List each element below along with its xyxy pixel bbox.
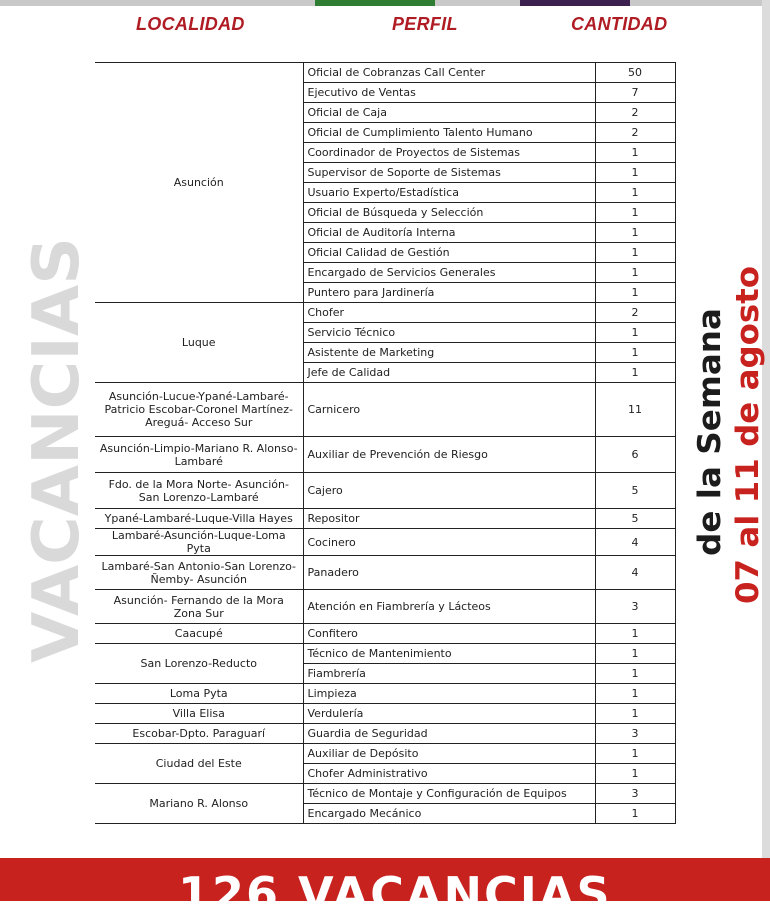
- table-row: [95, 63, 675, 83]
- perfil-cell: Chofer: [303, 303, 595, 323]
- cantidad-cell: 4: [595, 556, 675, 590]
- perfil-cell: Guardia de Seguridad: [303, 724, 595, 744]
- cantidad-cell: 1: [595, 684, 675, 704]
- cantidad-cell: 1: [595, 223, 675, 243]
- table-row: [95, 529, 675, 556]
- perfil-cell: Oficial de Búsqueda y Selección: [303, 203, 595, 223]
- vacancias-watermark: [16, 235, 94, 665]
- vacancias-watermark-text: VACANCIAS: [20, 251, 94, 663]
- localidad-cell: Ciudad del Este: [95, 744, 303, 784]
- cantidad-cell: 1: [595, 704, 675, 724]
- table-row: [95, 704, 675, 724]
- table-row: [95, 684, 675, 704]
- perfil-cell: Asistente de Marketing: [303, 343, 595, 363]
- top-bar: [0, 0, 770, 6]
- cantidad-cell: 1: [595, 644, 675, 664]
- perfil-cell: Verdulería: [303, 704, 595, 724]
- header-perfil: PERFIL: [392, 14, 458, 34]
- perfil-cell: Confitero: [303, 624, 595, 644]
- table-row: [95, 724, 675, 744]
- localidad-cell: Fdo. de la Mora Norte- Asunción-San Lorenzo-Lambaré: [95, 473, 303, 509]
- cantidad-cell: 1: [595, 804, 675, 824]
- cantidad-cell: 1: [595, 143, 675, 163]
- cantidad-cell: 3: [595, 724, 675, 744]
- localidad-cell: Asunción- Fernando de la Mora Zona Sur: [95, 590, 303, 624]
- week-caption: [684, 260, 764, 610]
- cantidad-cell: 1: [595, 363, 675, 383]
- cantidad-cell: 7: [595, 83, 675, 103]
- localidad-cell: Mariano R. Alonso: [95, 784, 303, 824]
- cantidad-cell: 1: [595, 203, 675, 223]
- header-cantidad: CANTIDAD: [571, 14, 668, 34]
- cantidad-cell: 2: [595, 103, 675, 123]
- top-tab-green: [315, 0, 435, 6]
- perfil-cell: Técnico de Mantenimiento: [303, 644, 595, 664]
- table-row: [95, 644, 675, 664]
- localidad-cell: Lambaré-Asunción-Luque-Loma Pyta: [95, 529, 303, 556]
- table-row: [95, 473, 675, 509]
- cantidad-cell: 2: [595, 303, 675, 323]
- cantidad-cell: 3: [595, 590, 675, 624]
- table-row: [95, 437, 675, 473]
- header-localidad: LOCALIDAD: [136, 14, 245, 34]
- localidad-cell: Luque: [95, 303, 303, 383]
- cantidad-cell: 1: [595, 764, 675, 784]
- cantidad-cell: 1: [595, 323, 675, 343]
- cantidad-cell: 1: [595, 744, 675, 764]
- perfil-cell: Supervisor de Soporte de Sistemas: [303, 163, 595, 183]
- table-row: [95, 556, 675, 590]
- table-row: [95, 509, 675, 529]
- localidad-cell: Lambaré-San Antonio-San Lorenzo-Ñemby- Asunción: [95, 556, 303, 590]
- cantidad-cell: 50: [595, 63, 675, 83]
- cantidad-cell: 4: [595, 529, 675, 556]
- table-row: [95, 383, 675, 437]
- perfil-cell: Oficial de Cumplimiento Talento Humano: [303, 123, 595, 143]
- perfil-cell: Auxiliar de Depósito: [303, 744, 595, 764]
- cantidad-cell: 1: [595, 163, 675, 183]
- localidad-cell: Asunción: [95, 63, 303, 303]
- perfil-cell: Ejecutivo de Ventas: [303, 83, 595, 103]
- perfil-cell: Chofer Administrativo: [303, 764, 595, 784]
- footer-banner: [0, 858, 770, 921]
- localidad-cell: Villa Elisa: [95, 704, 303, 724]
- top-tab-purple: [520, 0, 630, 6]
- cantidad-cell: 1: [595, 263, 675, 283]
- perfil-cell: Encargado de Servicios Generales: [303, 263, 595, 283]
- perfil-cell: Oficial de Auditoría Interna: [303, 223, 595, 243]
- cantidad-cell: 1: [595, 243, 675, 263]
- cantidad-cell: 1: [595, 343, 675, 363]
- perfil-cell: Oficial Calidad de Gestión: [303, 243, 595, 263]
- cantidad-cell: 1: [595, 664, 675, 684]
- perfil-cell: Servicio Técnico: [303, 323, 595, 343]
- perfil-cell: Coordinador de Proyectos de Sistemas: [303, 143, 595, 163]
- cantidad-cell: 6: [595, 437, 675, 473]
- perfil-cell: Cocinero: [303, 529, 595, 556]
- perfil-cell: Técnico de Montaje y Configuración de Equipos: [303, 784, 595, 804]
- perfil-cell: Encargado Mecánico: [303, 804, 595, 824]
- week-caption-line2: 07 al 11 de agosto: [730, 280, 766, 604]
- perfil-cell: Limpieza: [303, 684, 595, 704]
- cantidad-cell: 1: [595, 283, 675, 303]
- table-row: [95, 590, 675, 624]
- localidad-cell: San Lorenzo-Reducto: [95, 644, 303, 684]
- cantidad-cell: 2: [595, 123, 675, 143]
- cantidad-cell: 5: [595, 473, 675, 509]
- perfil-cell: Carnicero: [303, 383, 595, 437]
- perfil-cell: Atención en Fiambrería y Lácteos: [303, 590, 595, 624]
- table-row: [95, 303, 675, 323]
- perfil-cell: Cajero: [303, 473, 595, 509]
- table-row: [95, 784, 675, 804]
- perfil-cell: Oficial de Caja: [303, 103, 595, 123]
- week-caption-line1: de la Semana: [692, 320, 728, 556]
- perfil-cell: Oficial de Cobranzas Call Center: [303, 63, 595, 83]
- footer-title: 126 VACANCIAS: [178, 867, 612, 921]
- localidad-cell: Escobar-Dpto. Paraguarí: [95, 724, 303, 744]
- cantidad-cell: 1: [595, 624, 675, 644]
- vacancy-table: [95, 62, 676, 824]
- perfil-cell: Panadero: [303, 556, 595, 590]
- perfil-cell: Puntero para Jardinería: [303, 283, 595, 303]
- cantidad-cell: 3: [595, 784, 675, 804]
- localidad-cell: Asunción-Lucue-Ypané-Lambaré-Patricio Escobar-Coronel Martínez-Areguá- Acceso Sur: [95, 383, 303, 437]
- perfil-cell: Repositor: [303, 509, 595, 529]
- localidad-cell: Asunción-Limpio-Mariano R. Alonso-Lambaré: [95, 437, 303, 473]
- perfil-cell: Jefe de Calidad: [303, 363, 595, 383]
- perfil-cell: Fiambrería: [303, 664, 595, 684]
- perfil-cell: Auxiliar de Prevención de Riesgo: [303, 437, 595, 473]
- perfil-cell: Usuario Experto/Estadística: [303, 183, 595, 203]
- table-row: [95, 744, 675, 764]
- localidad-cell: Caacupé: [95, 624, 303, 644]
- localidad-cell: Loma Pyta: [95, 684, 303, 704]
- cantidad-cell: 1: [595, 183, 675, 203]
- cantidad-cell: 11: [595, 383, 675, 437]
- localidad-cell: Ypané-Lambaré-Luque-Villa Hayes: [95, 509, 303, 529]
- table-row: [95, 624, 675, 644]
- cantidad-cell: 5: [595, 509, 675, 529]
